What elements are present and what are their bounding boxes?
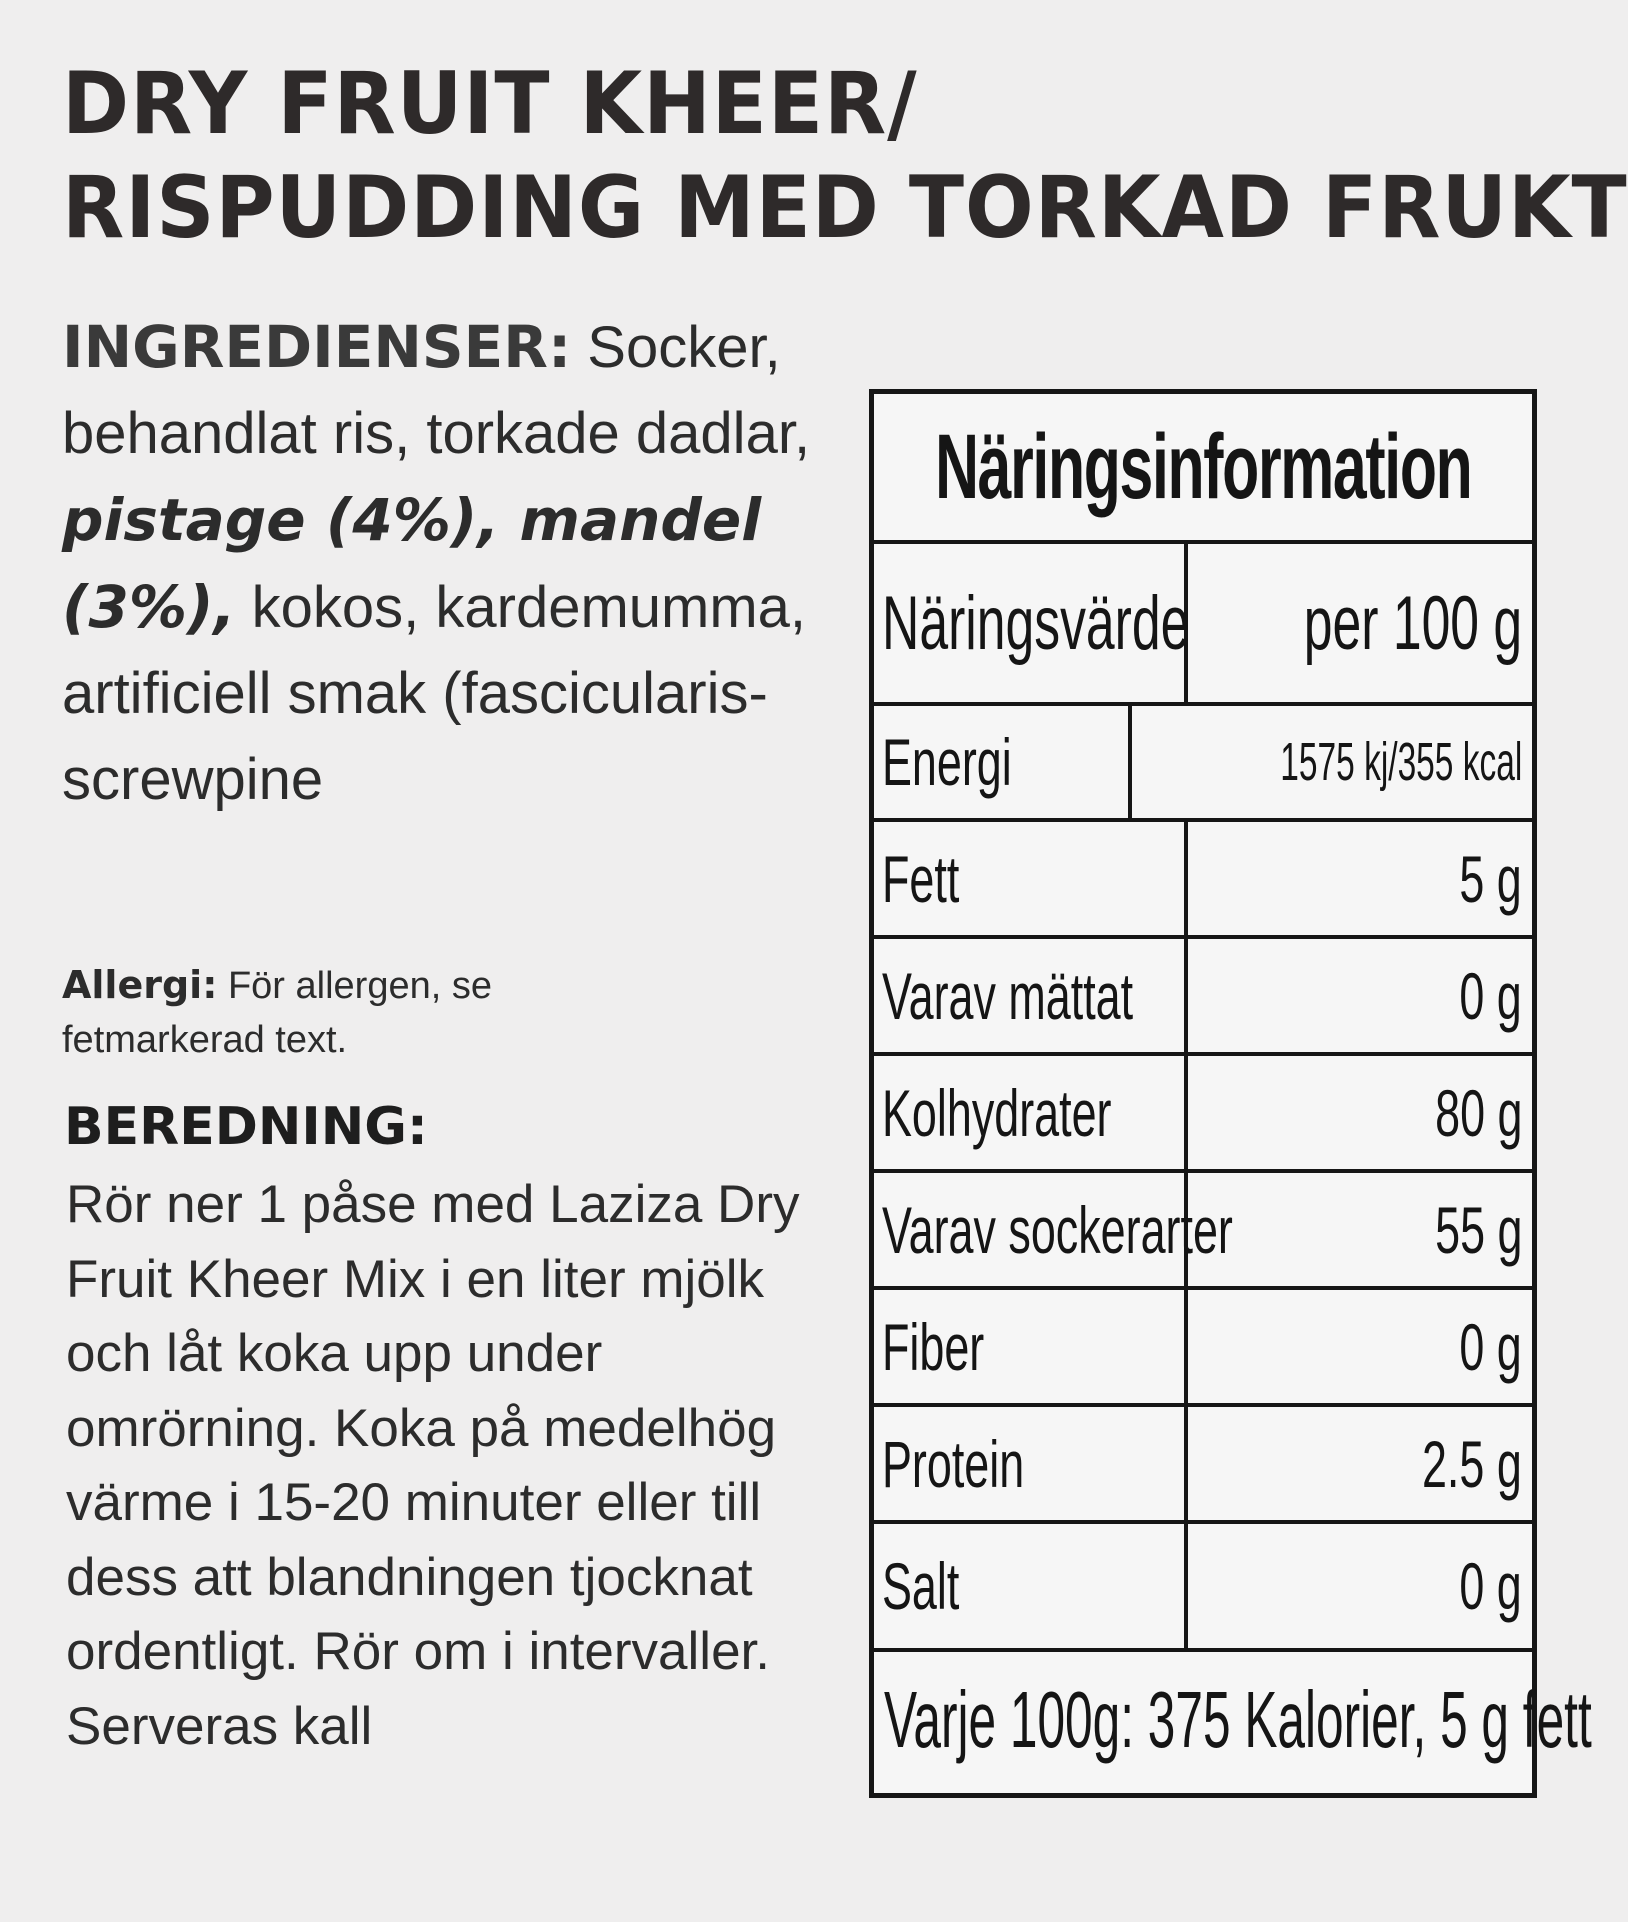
ingredients-text-1: Socker, behandlat ris, torkade dadlar, xyxy=(62,315,811,466)
nutrition-row-label: Fett xyxy=(882,841,960,916)
nutrition-row-label: Protein xyxy=(882,1426,1025,1501)
ingredients-label: INGREDIENSER: xyxy=(62,313,572,381)
allergy-text: För allergen, se fetmarkerad text. xyxy=(62,965,492,1061)
nutrition-footer xyxy=(874,1647,1592,1793)
nutrition-title xyxy=(874,394,1532,544)
nutrition-row-value: 2.5 g xyxy=(1422,1426,1522,1501)
product-title xyxy=(62,52,1628,260)
nutrition-footer-text: Varje 100g: 375 Kalorier, 5 g fett xyxy=(884,1675,1592,1764)
nutrition-row-value: 0 g xyxy=(1459,1309,1522,1384)
nutrition-row-value: 1575 kj/355 kcal xyxy=(1280,732,1522,792)
nutrition-title-text: Näringsinformation xyxy=(934,415,1472,518)
preparation-text: Rör ner 1 påse med Laziza Dry Fruit Kheer Mix i en liter mjölk och låt koka upp under omrörning. Koka på medelhög värme i 15-20 minuter eller till dess att blandningen tjocknat ordentligt. Rör om i intervaller. Serveras kall xyxy=(66,1175,800,1756)
nutrition-header-label: Näringsvärde xyxy=(882,580,1190,666)
preparation-heading: BEREDNING: xyxy=(64,1097,428,1157)
nutrition-row xyxy=(874,939,1532,1056)
nutrition-row xyxy=(874,1407,1532,1524)
nutrition-row-value: 0 g xyxy=(1459,958,1522,1033)
nutrition-row-value: 0 g xyxy=(1459,1549,1522,1623)
nutrition-row xyxy=(874,1173,1532,1290)
nutrition-row xyxy=(874,1056,1532,1173)
ingredients-allergens: pistage (4%), mandel (3%), xyxy=(62,486,762,641)
allergy-label: Allergi: xyxy=(62,963,218,1007)
allergy-note xyxy=(62,958,622,1067)
nutrition-header-value: per 100 g xyxy=(1303,580,1522,666)
nutrition-header-row xyxy=(874,544,1532,706)
nutrition-row-value: 55 g xyxy=(1434,1192,1522,1267)
title-line-2: RISPUDDING MED TORKAD FRUKT xyxy=(62,158,1628,258)
nutrition-row-label: Varav sockerarter xyxy=(882,1192,1233,1267)
ingredients-section xyxy=(62,304,862,823)
nutrition-row-value: 80 g xyxy=(1434,1075,1522,1150)
nutrition-row-label: Varav mättat xyxy=(882,958,1134,1033)
ingredients-text-2: kokos, kardemumma, artificiell smak (fascicularis-screwpine xyxy=(62,575,807,812)
nutrition-row-label: Fiber xyxy=(882,1309,985,1384)
nutrition-row xyxy=(874,822,1532,939)
nutrition-row xyxy=(874,706,1532,822)
nutrition-row-value: 5 g xyxy=(1459,841,1522,916)
nutrition-table xyxy=(869,389,1592,1798)
nutrition-row-label: Kolhydrater xyxy=(882,1075,1112,1150)
nutrition-row xyxy=(874,1290,1532,1407)
nutrition-row-label: Salt xyxy=(882,1549,960,1623)
nutrition-row xyxy=(874,1524,1532,1652)
title-line-1: DRY FRUIT KHEER/ xyxy=(62,54,918,154)
nutrition-row-label: Energi xyxy=(882,725,1012,799)
